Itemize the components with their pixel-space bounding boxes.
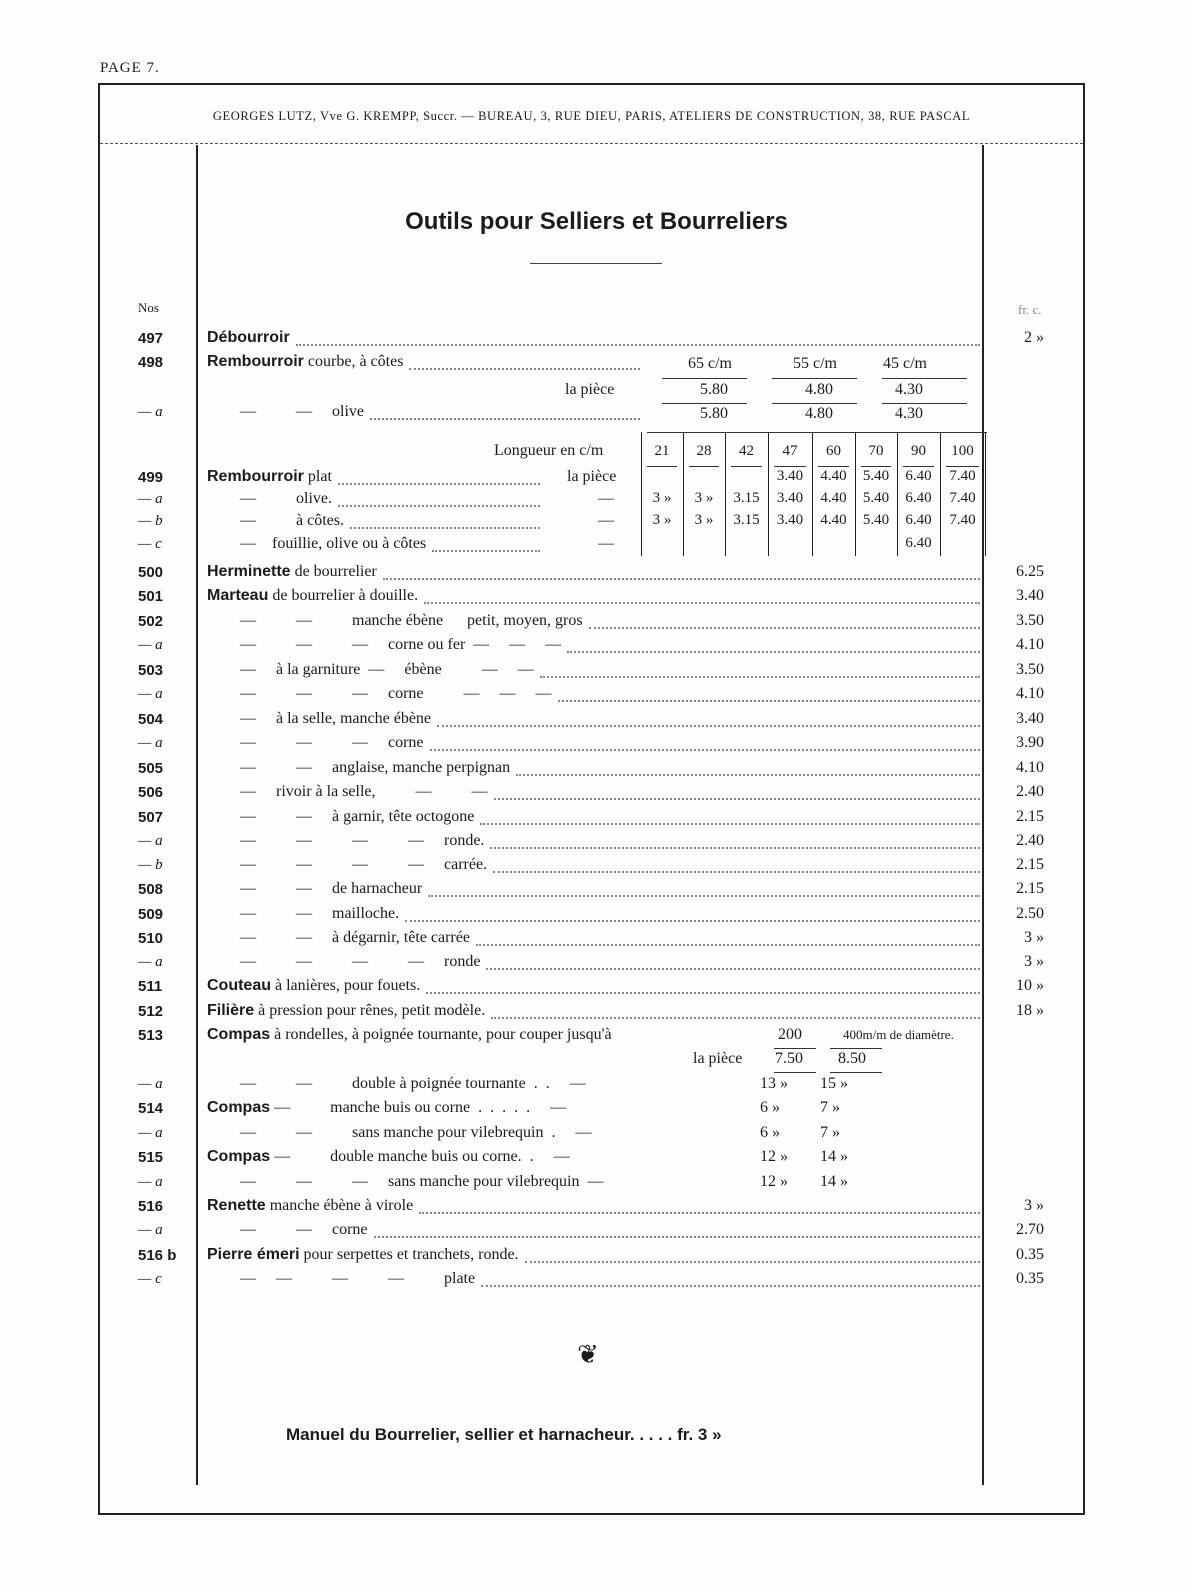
item-number: 505 [138,760,164,777]
item-number: — a [138,1125,163,1141]
item-description [240,905,399,923]
item-number: — a [138,1174,163,1190]
length-price-cell: 6.40 [905,468,932,484]
item-price: 3 » [1024,929,1044,946]
item-number: 510 [138,930,164,947]
compas-underline [830,1048,882,1049]
item-description [207,587,418,605]
item-price: 3 » [1024,953,1044,970]
compas-price: 14 » [820,1148,848,1165]
item-name: Couteau [207,977,271,994]
item-description [240,1221,368,1239]
length-header: 21 [654,443,670,459]
price-498a-45: 4.30 [895,405,923,422]
title-rule [530,263,662,264]
item-number: — a [138,404,163,420]
ditto-dash: — [598,490,614,507]
item-description [207,468,332,486]
item-price: 3.50 [1016,612,1044,629]
left-column-rule [196,145,198,1485]
length-underline [774,466,806,467]
item-description [240,403,364,421]
length-price-cell: 3 » [694,490,714,506]
compas-price: 7 » [820,1124,840,1141]
item-number: — a [138,491,163,507]
item-text: de bourrelier à douille. [272,587,419,604]
item-description [240,1075,586,1093]
la-piece-label-499: la pièce [567,468,617,485]
item-description [240,880,422,898]
item-text: — — corne [240,1221,368,1238]
length-price-cell: 6.40 [905,512,932,528]
item-price: 2.70 [1016,1221,1044,1238]
dot-leader [494,798,980,800]
item-number: 500 [138,564,164,581]
length-price-cell: 6.40 [905,490,932,506]
la-piece-label: la pièce [565,381,615,398]
item-text: — — à dégarnir, tête carrée [240,929,470,946]
length-price-cell: 7.40 [949,468,976,484]
length-price-cell: 3.40 [776,512,804,528]
item-description [240,856,487,874]
item-description [240,535,426,553]
item-description [240,512,344,530]
item-description [207,1148,570,1166]
item-price: 2.40 [1016,832,1044,849]
length-price-cell: 3.40 [776,490,804,506]
price-underline [882,403,967,404]
size-45: 45 c/m [883,355,927,372]
item-price: 3 » [1024,1197,1044,1214]
item-text: — — — sans manche pour vilebrequin — [240,1173,604,1190]
compas-size-400: 400m/m de diamètre. [843,1027,954,1042]
item-number: 498 [138,354,164,371]
item-price: 3.90 [1016,734,1044,751]
size-underline [882,378,967,379]
dot-leader [480,823,980,825]
item-text: pour serpettes et tranchets, ronde. [303,1246,519,1263]
length-price-cell: 5.40 [862,468,890,484]
item-description [240,734,424,752]
item-price: 2.15 [1016,880,1044,897]
size-underline [662,378,747,379]
dot-leader [338,505,540,507]
size-65: 65 c/m [688,355,732,372]
fleuron-ornament: ❦ [577,1340,599,1369]
dot-leader [525,1261,980,1263]
footer-book-advert: Manuel du Bourrelier, sellier et harnacheur. . . . . fr. 3 » [286,1425,722,1444]
length-price-cell: 5.40 [862,512,890,528]
dot-leader [516,774,980,776]
length-price-cell: 3.40 [776,468,804,484]
compas-price: 15 » [820,1075,848,1092]
length-header: 100 [951,443,974,459]
item-description [240,759,510,777]
price-498a-65: 5.80 [700,405,728,422]
dot-leader [405,920,980,922]
item-name: Compas [207,1099,271,1116]
item-number: 516 [138,1198,164,1215]
item-number: 499 [138,469,164,486]
price-underline [662,403,747,404]
length-price-cell: 5.40 [862,490,890,506]
item-description [240,953,480,971]
item-number: 516 b [138,1247,177,1264]
item-number: 511 [138,978,163,995]
dot-leader [476,944,980,946]
compas-price: 12 » [760,1148,788,1165]
item-text: — — — — ronde [240,953,481,970]
item-description [240,808,474,826]
la-piece-label-513: la pièce [693,1050,743,1067]
compas-underline [830,1072,882,1073]
dot-leader [589,627,980,629]
length-price-cell: 7.40 [949,512,976,528]
item-description [240,1124,592,1142]
compas-price: 13 » [760,1075,788,1092]
item-description [240,1173,604,1191]
item-text: à pression pour rênes, petit modèle. [258,1002,486,1019]
item-text: — fouillie, olive ou à côtes [240,535,427,552]
item-description [240,710,431,728]
compas-underline [774,1072,816,1073]
item-name: Herminette [207,563,291,580]
item-number: — c [138,536,162,552]
length-underline [903,466,934,467]
item-text: — — — corne [240,734,424,751]
compas-price: 6 » [760,1124,780,1141]
item-text: — — — — plate [240,1270,476,1287]
item-price: 2.40 [1016,783,1044,800]
right-column-rule [982,145,984,1485]
dot-leader [424,602,980,604]
item-text: — — sans manche pour vilebrequin . — [240,1124,592,1141]
dot-leader [558,700,980,702]
item-number: 502 [138,613,164,630]
length-price-cell: 3 » [652,512,672,528]
item-description [240,636,561,654]
dot-leader [430,749,980,751]
item-description [207,329,290,347]
item-text: — manche buis ou corne . . . . . — [274,1099,567,1116]
compas-513-200: 7.50 [775,1050,803,1067]
item-text: — rivoir à la selle, — — [240,783,488,800]
size-underline [772,378,857,379]
item-price: 4.10 [1016,685,1044,702]
size-55: 55 c/m [793,355,837,372]
item-name: Renette [207,1197,266,1214]
item-text: — à côtes. [240,512,344,529]
ditto-dash: — [598,535,614,552]
item-description [207,1246,519,1264]
item-price: 4.10 [1016,636,1044,653]
item-number: 503 [138,662,164,679]
item-price: 0.35 [1016,1246,1044,1263]
dot-leader [383,578,980,580]
item-text: — — anglaise, manche perpignan [240,759,511,776]
item-text: — — de harnacheur [240,880,423,897]
dot-leader [481,1285,980,1287]
length-underline [946,466,979,467]
item-description [240,832,484,850]
dot-leader [426,992,980,994]
item-number: — a [138,686,163,702]
length-header: 47 [782,443,798,459]
item-text: — — — corne ou fer — — — [240,636,562,653]
item-description [240,490,332,508]
longueur-label: Longueur en c/m [494,442,604,459]
length-price-cell: 6.40 [905,535,932,551]
item-text: — — — corne — — — [240,685,552,702]
item-description [207,1026,612,1044]
item-text: — — à garnir, tête octogone [240,808,475,825]
item-text: — — mailloche. [240,905,400,922]
item-name: Pierre émeri [207,1246,300,1263]
dot-leader [491,1017,980,1019]
dot-leader [374,1236,980,1238]
dot-leader [540,676,980,678]
item-price: 2 » [1024,329,1044,346]
length-underline [647,466,677,467]
item-name: Filière [207,1002,255,1019]
item-description [207,977,420,995]
compas-size-200: 200 [778,1026,802,1043]
item-name: Rembourroir [207,353,304,370]
price-498-55: 4.80 [805,381,833,398]
item-price: 3.50 [1016,661,1044,678]
compas-price: 7 » [820,1099,840,1116]
length-price-cell: 3.15 [733,512,760,528]
compas-underline [774,1048,816,1049]
dot-leader [428,895,980,897]
item-number: 512 [138,1003,164,1020]
col-header-numbers: Nos [138,300,159,315]
header-rule [100,143,1083,144]
grid-top-line [647,432,987,433]
item-number: — a [138,954,163,970]
item-text: — à la selle, manche ébène [240,710,432,727]
item-number: 508 [138,881,164,898]
compas-price: 14 » [820,1173,848,1190]
item-number: 514 [138,1100,164,1117]
length-header: 28 [696,443,712,459]
length-price-cell: 3 » [694,512,714,528]
dot-leader [370,418,640,420]
item-text: — — olive [240,403,364,420]
item-text: courbe, à côtes [307,353,404,370]
item-number: 506 [138,784,164,801]
item-text: — — — — ronde. [240,832,485,849]
page-number: PAGE 7. [100,60,160,76]
dot-leader [409,368,640,370]
item-description [240,612,583,630]
length-underline [731,466,762,467]
item-description [207,1197,413,1215]
length-header: 90 [911,443,926,459]
dot-leader [567,651,980,653]
item-text: — double manche buis ou corne. . — [274,1148,570,1165]
dot-leader [296,344,980,346]
item-description [207,1002,485,1020]
header-address: GEORGES LUTZ, Vve G. KREMPP, Succr. — BUREAU, 3, RUE DIEU, PARIS, ATELIERS DE CONSTRUCTION, 38, RUE PASCAL [212,109,971,123]
item-name: Compas [207,1026,271,1043]
item-price: 10 » [1016,977,1044,994]
compas-513-400: 8.50 [838,1050,866,1067]
dot-leader [338,483,540,485]
grid-column-line [985,432,986,556]
length-underline [818,466,849,467]
item-text: plat [307,468,332,485]
item-number: — a [138,637,163,653]
item-price: 6.25 [1016,563,1044,580]
item-number: 501 [138,588,164,605]
dot-leader [490,847,980,849]
length-underline [689,466,719,467]
item-description [240,685,552,703]
length-price-cell: 4.40 [820,468,847,484]
dot-leader [486,968,980,970]
item-text: à lanières, pour fouets. [275,977,421,994]
length-underline [861,466,891,467]
dot-leader [437,725,980,727]
item-text: manche ébène à virole [269,1197,414,1214]
item-number: 515 [138,1149,164,1166]
compas-price: 12 » [760,1173,788,1190]
price-498a-55: 4.80 [805,405,833,422]
dot-leader [350,527,540,529]
item-number: — a [138,1222,163,1238]
item-text: de bourrelier [294,563,377,580]
item-price: 2.15 [1016,808,1044,825]
item-number: 513 [138,1027,164,1044]
item-description [240,1270,475,1288]
price-498-45: 4.30 [895,381,923,398]
length-price-cell: 4.40 [820,490,847,506]
item-description [240,929,470,947]
col-header-prices: fr. c. [1018,302,1042,317]
length-price-cell: 7.40 [949,490,976,506]
item-number: — b [138,513,163,529]
length-price-cell: 4.40 [820,512,847,528]
item-number: 509 [138,906,164,923]
item-text: — à la garniture — ébène — — [240,661,534,678]
item-price: 4.10 [1016,759,1044,776]
dot-leader [432,550,540,552]
item-number: 497 [138,330,164,347]
item-number: — a [138,833,163,849]
ditto-dash: — [598,512,614,529]
item-price: 0.35 [1016,1270,1044,1287]
length-header: 42 [739,443,754,459]
page-title: Outils pour Selliers et Bourreliers [405,208,788,235]
item-description [207,1099,566,1117]
item-name: Compas [207,1148,271,1165]
item-text: — olive. [240,490,332,507]
item-text: — — double à poignée tournante . . — [240,1075,586,1092]
length-price-cell: 3 » [652,490,672,506]
item-text: — — manche ébène petit, moyen, gros [240,612,583,629]
item-price: 18 » [1016,1002,1044,1019]
item-description [207,563,377,581]
length-price-cell: 3.15 [733,490,760,506]
item-number: — a [138,735,163,751]
item-number: — c [138,1271,162,1287]
item-description [240,783,488,801]
item-number: — a [138,1076,163,1092]
item-text: à rondelles, à poignée tournante, pour couper jusqu'à [274,1026,612,1043]
compas-price: 6 » [760,1099,780,1116]
item-number: 504 [138,711,164,728]
item-description [207,353,403,371]
item-description [240,661,534,679]
item-price: 3.40 [1016,710,1044,727]
dot-leader [493,871,980,873]
dot-leader [419,1212,980,1214]
item-name: Marteau [207,587,269,604]
item-price: 2.50 [1016,905,1044,922]
item-price: 3.40 [1016,587,1044,604]
item-name: Rembourroir [207,468,304,485]
item-number: — b [138,857,163,873]
item-price: 2.15 [1016,856,1044,873]
item-text: — — — — carrée. [240,856,488,873]
length-header: 60 [826,443,841,459]
price-498-65: 5.80 [700,381,728,398]
item-name: Débourroir [207,329,290,346]
item-number: 507 [138,809,164,826]
price-underline [772,403,857,404]
length-header: 70 [868,443,884,459]
